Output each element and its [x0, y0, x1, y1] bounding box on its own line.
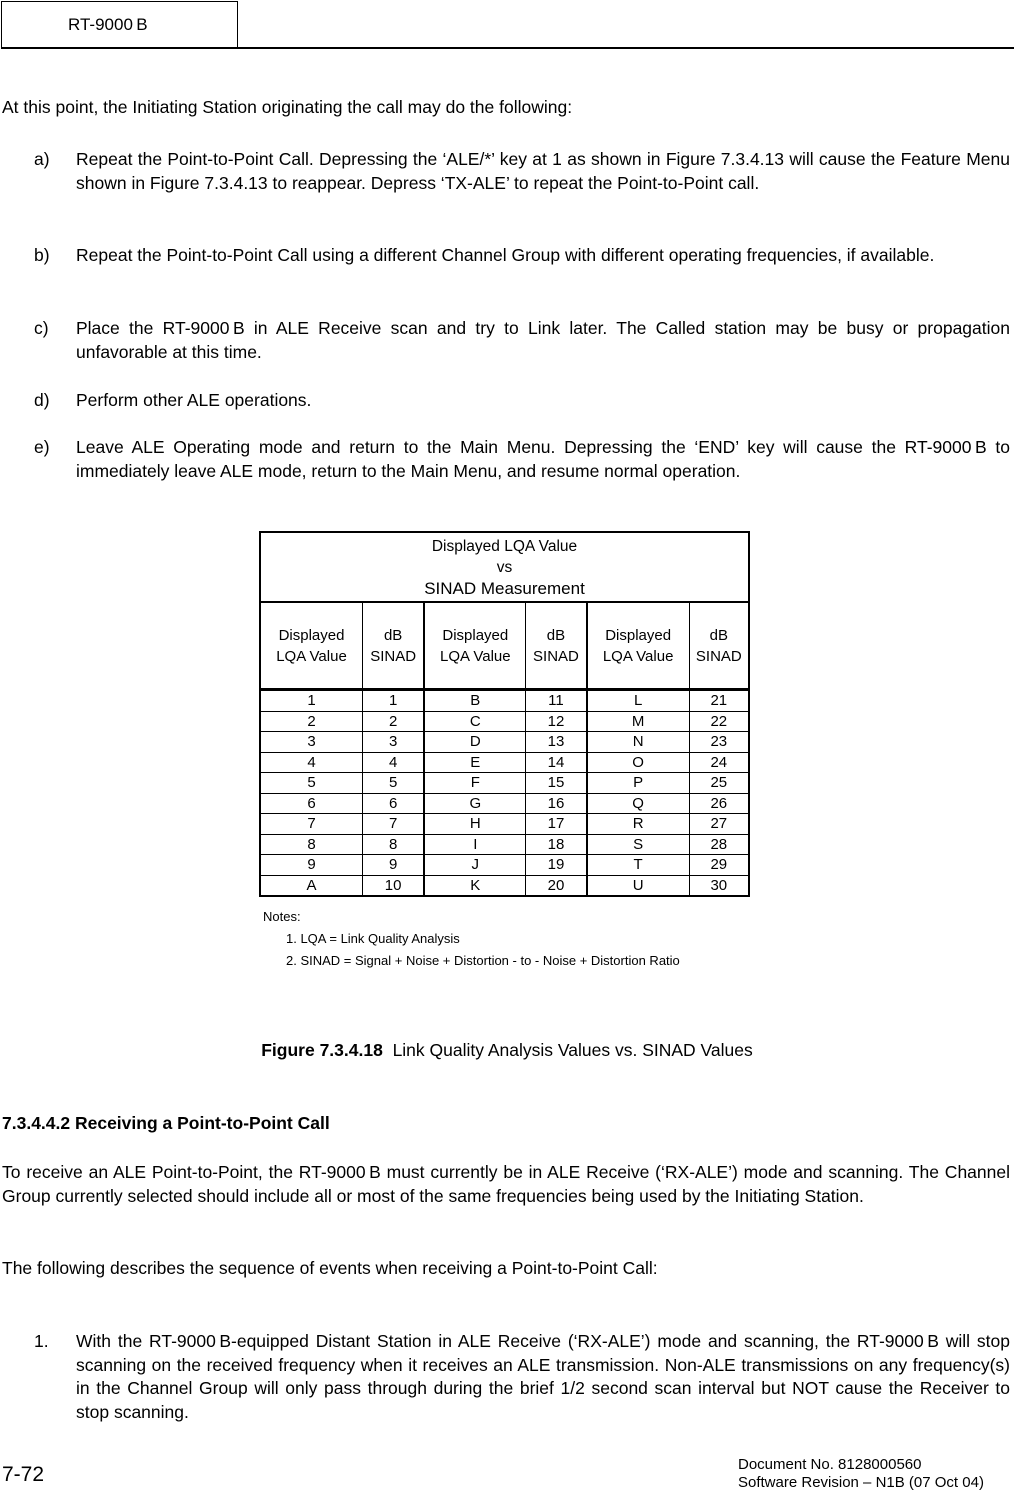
header-product: RT-9000 B	[68, 15, 148, 34]
table-cell: 2	[363, 711, 425, 732]
column-header: Displayed LQA Value	[424, 602, 526, 690]
table-cell: 19	[526, 855, 587, 876]
table-cell: A	[260, 875, 363, 896]
table-cell: M	[587, 711, 690, 732]
header-product-box	[1, 1, 238, 47]
table-cell: L	[587, 690, 690, 712]
body-paragraph: The following describes the sequence of events when receiving a Point-to-Point Call:	[2, 1258, 658, 1278]
table-notes	[263, 906, 680, 972]
list-marker: c)	[34, 318, 49, 338]
column-header: Displayed LQA Value	[260, 602, 363, 690]
list-text: Repeat the Point-to-Point Call using a different Channel Group with different operating frequencies, if available.	[76, 245, 935, 265]
table-title: Displayed LQA Value vs SINAD Measurement	[260, 532, 749, 602]
table-cell: 6	[260, 793, 363, 814]
table-cell: I	[424, 834, 526, 855]
table-cell: H	[424, 814, 526, 835]
table-cell: J	[424, 855, 526, 876]
note-item: 1. LQA = Link Quality Analysis	[286, 931, 460, 946]
table-cell: 30	[689, 875, 749, 896]
table-cell: D	[424, 732, 526, 753]
table-cell: 21	[689, 690, 749, 712]
table-cell: 1	[260, 690, 363, 712]
table-row	[260, 732, 749, 753]
lqa-sinad-table	[259, 531, 750, 897]
table-cell: 23	[689, 732, 749, 753]
table-cell: N	[587, 732, 690, 753]
header-rule	[1, 47, 1014, 49]
software-revision: Software Revision – N1B (07 Oct 04)	[738, 1474, 984, 1491]
section-heading: 7.3.4.4.2 Receiving a Point-to-Point Call	[2, 1113, 330, 1133]
list-item	[0, 244, 1010, 268]
table-cell: 10	[363, 875, 425, 896]
table-cell: G	[424, 793, 526, 814]
table-cell: 2	[260, 711, 363, 732]
table-cell: R	[587, 814, 690, 835]
table-cell: 28	[689, 834, 749, 855]
body-paragraph: To receive an ALE Point-to-Point, the RT-9000 B must currently be in ALE Receive (‘RX-ALE’) mode and scanning. The Channel Group currently selected should include all or most of the same frequencies being used by the Initiating Station.	[2, 1162, 1010, 1206]
table-cell: 9	[260, 855, 363, 876]
list-marker: d)	[34, 390, 50, 410]
table-row	[260, 875, 749, 896]
list-marker: a)	[34, 149, 50, 169]
list-text: Leave ALE Operating mode and return to the Main Menu. Depressing the ‘END’ key will cause the RT-9000 B to immediately leave ALE mode, return to the Main Menu, and resume normal operation.	[76, 437, 1010, 481]
table-cell: 16	[526, 793, 587, 814]
table-cell: S	[587, 834, 690, 855]
table-cell: 24	[689, 752, 749, 773]
table-row	[260, 855, 749, 876]
table-cell: 6	[363, 793, 425, 814]
table-cell: 18	[526, 834, 587, 855]
notes-label: Notes:	[263, 909, 301, 924]
document-number: Document No. 8128000560	[738, 1456, 922, 1473]
table-cell: 8	[260, 834, 363, 855]
figure-label: Figure 7.3.4.18	[261, 1040, 383, 1060]
table-cell: 8	[363, 834, 425, 855]
table-cell: 27	[689, 814, 749, 835]
table-cell: 11	[526, 690, 587, 712]
table-cell: 12	[526, 711, 587, 732]
table-cell: T	[587, 855, 690, 876]
table-row	[260, 834, 749, 855]
page-number: 7-72	[2, 1463, 45, 1486]
table-cell: 5	[363, 773, 425, 794]
table-cell: U	[587, 875, 690, 896]
table-cell: P	[587, 773, 690, 794]
column-header: dB SINAD	[689, 602, 749, 690]
table-cell: 5	[260, 773, 363, 794]
table-cell: 4	[363, 752, 425, 773]
list-text: Place the RT-9000 B in ALE Receive scan and try to Link later. The Called station may be busy or propagation unfavorable at this time.	[76, 318, 1010, 362]
table-cell: 3	[363, 732, 425, 753]
table-cell: F	[424, 773, 526, 794]
table-cell: 7	[363, 814, 425, 835]
list-marker: e)	[34, 437, 50, 457]
table-row	[260, 690, 749, 712]
list-text: Perform other ALE operations.	[76, 390, 312, 410]
step-marker: 1.	[34, 1331, 49, 1351]
table-cell: 13	[526, 732, 587, 753]
table-cell: 3	[260, 732, 363, 753]
table-cell: 25	[689, 773, 749, 794]
table-cell: 26	[689, 793, 749, 814]
table-cell: O	[587, 752, 690, 773]
column-header: dB SINAD	[363, 602, 425, 690]
table-cell: 9	[363, 855, 425, 876]
table-cell: 22	[689, 711, 749, 732]
table-cell: 7	[260, 814, 363, 835]
list-item	[0, 436, 1010, 483]
list-text: Repeat the Point-to-Point Call. Depressing the ‘ALE/*’ key at 1 as shown in Figure 7.3.4.13 will cause the Feature Menu shown in Figure 7.3.4.13 to reappear. Depress ‘TX-ALE’ to repeat the Point-to-Point call.	[76, 149, 1010, 193]
table-cell: 4	[260, 752, 363, 773]
table-cell: 20	[526, 875, 587, 896]
table-row	[260, 711, 749, 732]
table-row	[260, 814, 749, 835]
document-info	[738, 1456, 984, 1492]
table-header-row	[260, 602, 749, 690]
table-cell: B	[424, 690, 526, 712]
numbered-step	[0, 1330, 1010, 1424]
step-text: With the RT-9000 B-equipped Distant Station in ALE Receive (‘RX-ALE’) mode and scanning, the RT-9000 B will stop scanning on the received frequency when it receives an ALE transmission. Non-ALE transmissions on any frequency(s) in the Channel Group will only pass through during the brief 1/2 second scan interval but NOT cause the Receiver to stop scanning.	[76, 1331, 1010, 1422]
table-cell: 14	[526, 752, 587, 773]
note-item: 2. SINAD = Signal + Noise + Distortion - to - Noise + Distortion Ratio	[286, 953, 680, 968]
list-marker: b)	[34, 245, 50, 265]
table-row	[260, 773, 749, 794]
table-cell: C	[424, 711, 526, 732]
table-cell: 1	[363, 690, 425, 712]
column-header: Displayed LQA Value	[587, 602, 690, 690]
table-cell: K	[424, 875, 526, 896]
table-row	[260, 793, 749, 814]
table-row	[260, 752, 749, 773]
list-item	[0, 317, 1010, 364]
table-cell: 29	[689, 855, 749, 876]
table-cell: E	[424, 752, 526, 773]
table-cell: 15	[526, 773, 587, 794]
table-cell: Q	[587, 793, 690, 814]
column-header: dB SINAD	[526, 602, 587, 690]
table-cell: 17	[526, 814, 587, 835]
figure-caption	[0, 1040, 1014, 1061]
list-item	[0, 148, 1010, 195]
intro-paragraph: At this point, the Initiating Station originating the call may do the following:	[2, 97, 573, 117]
figure-caption-text: Link Quality Analysis Values vs. SINAD Values	[392, 1040, 753, 1060]
list-item	[0, 389, 1010, 413]
